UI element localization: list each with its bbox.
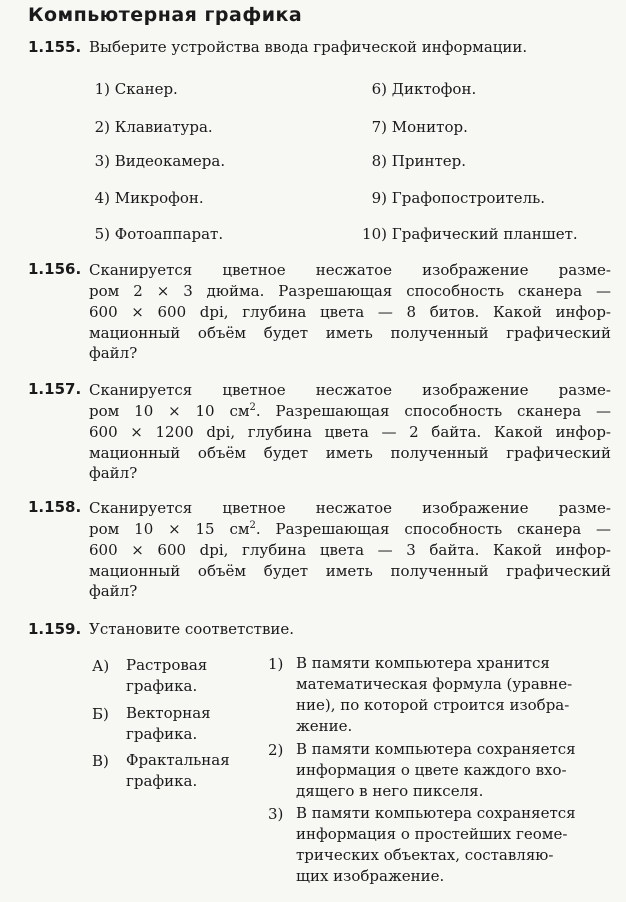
- question-number-1-159: 1.159.: [28, 620, 82, 638]
- match-right-label-2: 2): [268, 741, 284, 759]
- question-text-1-158-line-1: Сканируется цветное несжатое изображение разме-: [89, 499, 611, 517]
- question-text-1-155: Выберите устройства ввода графической информации.: [89, 38, 528, 56]
- option-10: 10) Графический планшет.: [362, 225, 578, 243]
- question-number-1-158: 1.158.: [28, 498, 82, 516]
- match-left-c: Фрактальная графика.: [126, 751, 230, 790]
- question-text-1-158-line-3: 600 × 600 dpi, глубина цвета — 3 байта. Какой инфор-: [89, 541, 611, 559]
- match-left-a: Растровая графика.: [126, 656, 208, 695]
- match-left-label-a: А): [92, 657, 110, 675]
- match-right-3: В памяти компьютера сохраняется информация о простейших геоме- трических объектах, составляю- щих изображение.: [296, 804, 576, 885]
- option-5: 5) Фотоаппарат.: [94, 225, 224, 243]
- section-title: Компьютерная графика: [28, 4, 303, 26]
- question-text-1-157-line-4: мационный объём будет иметь полученный графический: [89, 444, 611, 462]
- match-right-2: В памяти компьютера сохраняется информация о цвете каждого вхо- дящего в него пикселя.: [296, 740, 576, 800]
- match-left-label-b: Б): [92, 705, 109, 723]
- question-text-1-158-line-4: мационный объём будет иметь полученный графический: [89, 562, 611, 580]
- question-text-1-156-line-4: мационный объём будет иметь полученный графический: [89, 324, 611, 342]
- option-1: 1) Сканер.: [94, 80, 178, 98]
- option-7: 7) Монитор.: [371, 118, 468, 136]
- match-right-label-3: 3): [268, 805, 284, 823]
- question-text-1-156-line-3: 600 × 600 dpi, глубина цвета — 8 битов. Какой инфор-: [89, 303, 611, 321]
- question-text-1-156-line-1: Сканируется цветное несжатое изображение разме-: [89, 261, 611, 279]
- option-2: 2) Клавиатура.: [94, 118, 213, 136]
- option-6: 6) Диктофон.: [371, 80, 477, 98]
- question-text-1-158-line-5: файл?: [89, 582, 138, 600]
- question-text-1-157-line-5: файл?: [89, 464, 138, 482]
- question-text-1-158-line-2: ром 10 × 15 $см^2$. Разрешающая способность сканера —: [89, 520, 612, 538]
- question-number-1-157: 1.157.: [28, 380, 82, 398]
- question-number-1-155: 1.155.: [28, 38, 82, 56]
- option-8: 8) Принтер.: [371, 152, 467, 170]
- option-9: 9) Графопостроитель.: [371, 189, 546, 207]
- question-text-1-157-line-3: 600 × 1200 dpi, глубина цвета — 2 байта. Какой инфор-: [89, 423, 611, 441]
- question-text-1-157-line-2: ром 10 × 10 $см^2$. Разрешающая способность сканера —: [89, 402, 612, 420]
- match-left-label-c: В): [92, 752, 109, 770]
- match-left-b: Векторная графика.: [126, 704, 211, 743]
- question-text-1-159: Установите соответствие.: [89, 620, 295, 638]
- question-text-1-156-line-2: ром 2 × 3 дюйма. Разрешающая способность сканера —: [89, 282, 611, 300]
- match-right-label-1: 1): [268, 655, 284, 673]
- question-number-1-156: 1.156.: [28, 260, 82, 278]
- match-right-1: В памяти компьютера хранится математическая формула (уравне- ние), по которой строится изобра- жение.: [296, 654, 573, 735]
- option-4: 4) Микрофон.: [94, 189, 204, 207]
- question-text-1-157-line-1: Сканируется цветное несжатое изображение разме-: [89, 381, 611, 399]
- question-text-1-156-line-5: файл?: [89, 344, 138, 362]
- option-3: 3) Видеокамера.: [94, 152, 226, 170]
